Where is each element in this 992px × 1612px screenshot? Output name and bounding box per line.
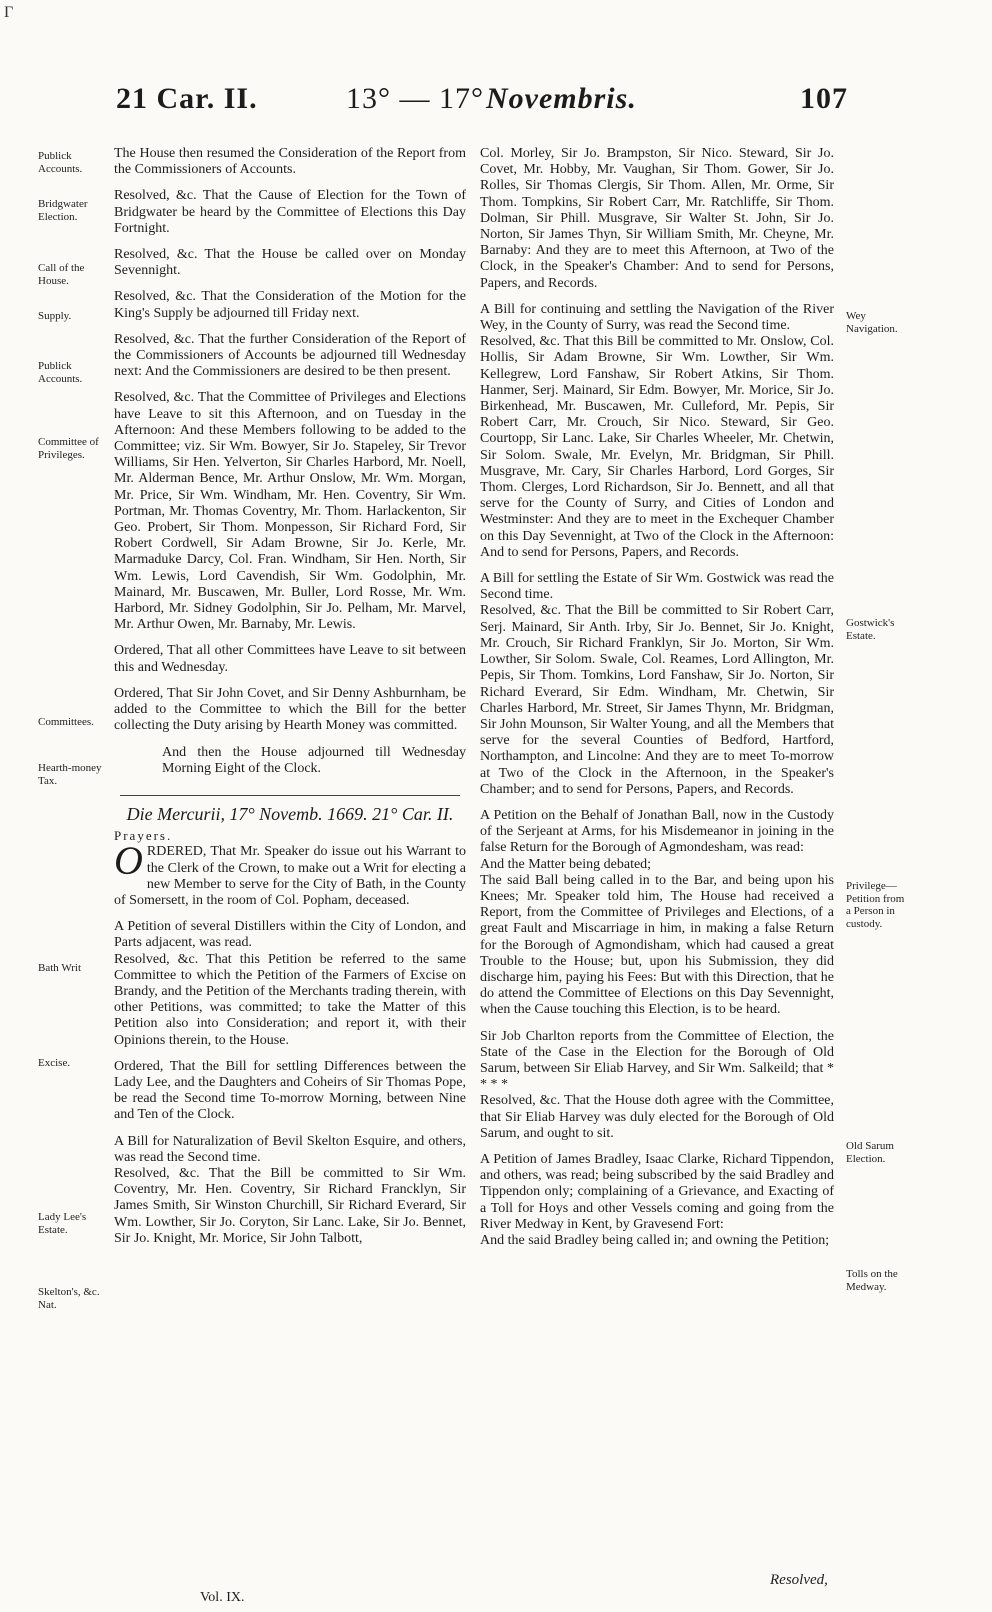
- margin-note-bath-writ: Bath Writ: [38, 962, 82, 974]
- paragraph: Resolved, &c. That the House be called over on Monday Sevennight.: [114, 247, 466, 279]
- paragraph: Ordered, That Sir John Covet, and Sir Denny Ashburnham, be added to the Committee to which the Bill for the better collecting the Duty arising by Hearth Money was committed.: [114, 685, 466, 734]
- margin-note-excise: Excise.: [38, 1057, 71, 1069]
- paragraph: Resolved, &c. That this Petition be referred to the same Committee to which the Petition of the Farmers of Excise on Brandy, and the Petition of the Merchants trading therein, with other Petitions, was committed; to take the Matter of this Petition also into Consideration; and report it, with their Opinions therein, to the House.: [114, 951, 466, 1048]
- section-divider: [120, 795, 460, 796]
- margin-note-lady-lee: Lady Lee's Estate.: [38, 1211, 87, 1236]
- paragraph: A Petition of several Distillers within the City of London, and Parts adjacent, was read.: [114, 919, 466, 951]
- margin-note-old-sarum: Old Sarum Election.: [846, 1140, 894, 1165]
- paragraph: Resolved, &c. That the Cause of Election for the Town of Bridgwater be heard by the Committee of Elections this Day Fortnight.: [114, 188, 466, 236]
- paragraph: Ordered, That the Bill for settling Differences between the Lady Lee, and the Daughters and Coheirs of Sir Thomas Pope, be read the Second time To-morrow Morning, between Nine and Ten of the Clock.: [114, 1058, 466, 1123]
- paragraph: Resolved, &c. That this Bill be committed to Mr. Onslow, Col. Hollis, Sir Adam Browne, Sir Wm. Lowther, Sir Wm. Kellegrew, Lord Fanshaw, Sir Robert Atkins, Sir Thom. Hanmer, Serj. Mainard, Sir Edm. Bowyer, Mr. Morice, Sir Jo. Birkenhead, Mr. Buscawen, Mr. Culleford, Mr. Pepis, Sir Robert Carr, Mr. Crouch, Sir Nico. Steward, Sir Geo. Courtopp, Sir Lanc. Lake, Sir Charles Wheeler, Mr. Chetwin, Sir Solom. Swale, Mr. Evelyn, Mr. Bridgman, Sir Phill. Musgrave, Mr. Cary, Sir Charles Harbord, Lord Gorges, Sir Thom. Clerges, Lord Richardson, Sir Jo. Bennett, and all that serve for the County of Surry, and Cities of London and Westminster: And they are to meet in the Exchequer Chamber on this Day Sevennight, at Two of the Clock in the Afternoon: And to send for Persons, Papers, and Records.: [480, 334, 834, 560]
- margin-note-committee-privileges: Committee of Privileges.: [38, 436, 99, 461]
- paragraph: Sir Job Charlton reports from the Committee of Election, the State of the Case in the Election for the Borough of Old Sarum, between Sir Eliab Harvey, and Sir Wm. Salkeild; that * * * *: [480, 1028, 834, 1093]
- paragraph: A Bill for settling the Estate of Sir Wm. Gostwick was read the Second time.: [480, 571, 834, 603]
- margin-note-supply: Supply.: [38, 310, 72, 322]
- paragraph: Resolved, &c. That the Bill be committed to Sir Robert Carr, Serj. Mainard, Sir Anth. Irby, Sir Jo. Bennet, Sir Jo. Knight, Mr. Crouch, Sir Richard Franklyn, Sir Jo. Morton, Sir Wm. Lowther, Sir Solom. Swale, Col. Reames, Lord Allington, Mr. Pepis, Sir Thom. Tomkins, Lord Fanshaw, Sir Jo. Norton, Sir Richard Everard, Sir Edm. Windham, Mr. Chetwin, Sir Charles Harbord, Mr. Street, Sir James Thynn, Mr. Bridgman, Sir John Mounson, Sir Walter Young, and all the Members that serve for the several Counties of Bedford, Hartford, Northampton, and Lincolne: And they are to meet To-morrow at Two of the Clock in the Afternoon, in the Speaker's Chamber; and to send for Persons, Papers, and Records.: [480, 603, 834, 797]
- paragraph: And the Matter being debated;: [480, 856, 652, 872]
- margin-note-gostwick: Gostwick's Estate.: [846, 617, 895, 642]
- margin-note-committees: Committees.: [38, 716, 94, 728]
- corner-mark: Γ: [4, 4, 14, 21]
- margin-note-skelton: Skelton's, &c. Nat.: [38, 1286, 100, 1311]
- header-dates: 13° — 17°: [346, 82, 484, 115]
- paragraph: A Bill for Naturalization of Bevil Skelton Esquire, and others, was read the Second time.: [114, 1133, 466, 1165]
- paragraph: Resolved, &c. That the Committee of Privileges and Elections have Leave to sit this Afternoon, and on Tuesday in the Afternoon: And these Members following to be added to the Committee; viz. Sir Wm. Bowyer, Sir Jo. Stapeley, Sir Trevor Williams, Sir Hen. Yelverton, Sir Charles Harbord, Mr. Noell, Mr. Alderman Bence, Mr. Arthur Onslow, Mr. Wm. Morgan, Mr. Price, Sir Wm. Windham, Mr. Hen. Coventry, Sir Wm. Portman, Mr. Thomas Coventry, Mr. Thom. Harlackenton, Sir Geo. Probert, Sir Thom. Monpesson, Sir Richard Ford, Sir Robert Cordwell, Sir Adam Browne, Sir Jo. Kerle, Mr. Marmaduke Darcy, Col. Fran. Windham, Sir Hen. North, Sir Wm. Lewis, Lord Cavendish, Sir Wm. Godolphin, Mr. Mainard, Mr. Buscawen, Mr. Buller, Lord Rosse, Mr. Wm. Harbord, Mr. Sidney Godolphin, Sir Jo. Pelham, Mr. Marvel, Mr. Arthur Owen, Mr. Barnaby, Mr. Lewis.: [114, 390, 466, 633]
- prayers-heading: Prayers.: [114, 828, 173, 844]
- left-column: [114, 146, 466, 1247]
- drop-cap: O: [114, 838, 143, 884]
- catchword: Resolved,: [770, 1572, 828, 1588]
- margin-note-hearth-money: Hearth-money Tax.: [38, 762, 102, 787]
- paragraph: RDERED, That Mr. Speaker do issue out his Warrant to the Clerk of the Crown, to make out a Writ for electing a new Member to serve for the City of Bath, in the County of Somersett, in the room of Col. Popham, deceased.: [114, 844, 466, 908]
- margin-note-wey-navigation: Wey Navigation.: [846, 310, 898, 335]
- signature-mark: Vol. IX.: [200, 1590, 245, 1605]
- header-month: Novembris.: [486, 82, 637, 115]
- right-column: [480, 146, 834, 1249]
- paragraph: And the said Bradley being called in; and owning the Petition;: [480, 1233, 830, 1248]
- page-number: 107: [800, 82, 848, 115]
- margin-note-tolls-medway: Tolls on the Medway.: [846, 1268, 898, 1293]
- paragraph: A Bill for continuing and settling the Navigation of the River Wey, in the County of Surry, was read the Second time.: [480, 301, 834, 334]
- paragraph: Resolved, &c. That the House doth agree with the Committee, that Sir Eliab Harvey was duly elected for the Borough of Old Sarum, and ought to sit.: [480, 1093, 834, 1141]
- adjournment-line: And then the House adjourned till Wednesday Morning Eight of the Clock.: [162, 744, 466, 776]
- paragraph: Col. Morley, Sir Jo. Brampston, Sir Nico. Steward, Sir Jo. Covet, Mr. Hobby, Mr. Vaughan, Sir Thom. Gower, Sir Jo. Rolles, Sir Thomas Clergis, Sir Thom. Allen, Mr. Orme, Sir Thom. Tompkins, Sir Robert Carr, Mr. Ratchliffe, Sir Thom. Dolman, Sir Phill. Musgrave, Sir Walter St. John, Sir Jo. Norton, Sir James Thyn, Sir William Smith, Mr. Cheyne, Mr. Barnaby: And they are to meet this Afternoon, at Two of the Clock, in the Speaker's Chamber: And to send for Persons, Papers, and Records.: [480, 146, 834, 291]
- paragraph: The said Ball being called in to the Bar, and being upon his Knees; Mr. Speaker told him, The House had received a Report, from the Committee of Privileges and Elections, of a great Fault and Miscarriage in him, in making a false Return for the Borough of Agmondisham, which had caused a great Trouble to the House; but, upon his Submission, they did discharge him, paying his Fees: But with this Direction, that he do attend the Committee of Elections on this Day Sevennight, when the Cause touching this Election, is to be heard.: [480, 872, 834, 1018]
- header-regnal-year: 21 Car. II.: [116, 82, 258, 115]
- paragraph: A Petition on the Behalf of Jonathan Ball, now in the Custody of the Serjeant at Arms, for his Misdemeanor in joining in the false Return for the Borough of Agmondesham, was read:: [480, 807, 834, 856]
- paragraph: Resolved, &c. That the Consideration of the Motion for the King's Supply be adjourned till Friday next.: [114, 289, 466, 321]
- margin-note-call-house: Call of the House.: [38, 262, 85, 287]
- paragraph: The House then resumed the Consideration of the Report from the Commissioners of Accounts.: [114, 146, 466, 178]
- paragraph: Resolved, &c. That the further Consideration of the Report of the Commissioners of Accounts be adjourned till Wednesday next: And the Commissioners are desired to be then present.: [114, 331, 466, 380]
- margin-note-bridgwater: Bridgwater Election.: [38, 198, 88, 223]
- paragraph: A Petition of James Bradley, Isaac Clarke, Richard Tippendon, and others, was read; being subscribed by the said Bradley and Tippendon only; complaining of a Grievance, and Exacting of a Toll for Hoys and other Vessels coming and going from the River Medway in Kent, by Gravesend Fort:: [480, 1151, 834, 1232]
- paragraph: Resolved, &c. That the Bill be committed to Sir Wm. Coventry, Mr. Hen. Coventry, Sir Richard Francklyn, Sir James Smith, Sir Winston Churchill, Sir Richard Everard, Sir Wm. Lowther, Sir Jo. Coryton, Sir Lanc. Lake, Sir Jo. Bennet, Sir Jo. Knight, Mr. Morice, Sir John Talbott,: [114, 1165, 466, 1246]
- margin-note-publick-accounts-2: Publick Accounts.: [38, 360, 83, 385]
- margin-note-publick-accounts: Publick Accounts.: [38, 150, 83, 175]
- margin-note-privilege-petition: Privilege—Petition from a Person in custody.: [846, 880, 905, 930]
- section-heading: Die Mercurii, 17° Novemb. 1669. 21° Car. II.: [126, 803, 454, 824]
- paragraph: Ordered, That all other Committees have Leave to sit between this and Wednesday.: [114, 643, 466, 675]
